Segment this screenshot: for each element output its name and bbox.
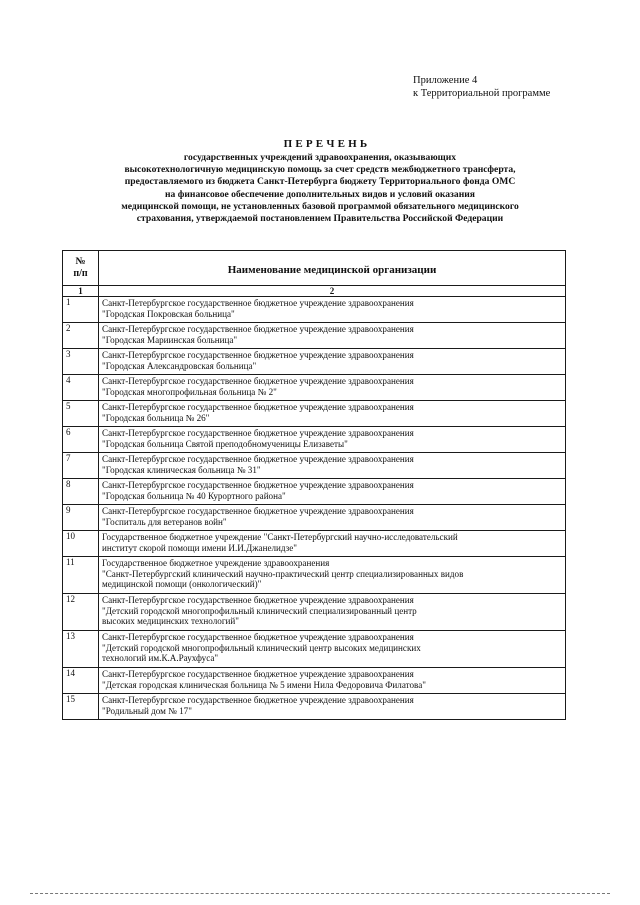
organization-name (99, 694, 566, 720)
table-row (63, 531, 566, 557)
table-header-row (63, 251, 566, 286)
header-number (63, 251, 99, 286)
organization-name (99, 594, 566, 631)
document-heading (0, 137, 640, 225)
title-line: страхования, утверждаемой постановлением Правительства Российской Федерации (136, 213, 504, 225)
organization-name-line: Государственное бюджетное учреждение "Санкт-Петербургский научно-исследовательский (102, 532, 458, 542)
organization-name-line: Санкт-Петербургское государственное бюджетное учреждение здравоохранения (102, 595, 414, 605)
organization-name-line: "Городская Мариинская больница" (102, 334, 238, 345)
organization-name-line: Санкт-Петербургское государственное бюджетное учреждение здравоохранения (102, 402, 414, 412)
organization-name-line: Государственное бюджетное учреждение здравоохранения (102, 558, 330, 568)
title-line: на финансовое обеспечение дополнительных видов и условий оказания (165, 188, 475, 200)
organization-name-line: "Городская больница № 40 Курортного района" (102, 490, 286, 501)
organization-name-line: Санкт-Петербургское государственное бюджетное учреждение здравоохранения (102, 428, 414, 438)
table-row (63, 427, 566, 453)
organization-name-line: "Городская Александровская больница" (102, 360, 257, 371)
organization-name-line: Санкт-Петербургское государственное бюджетное учреждение здравоохранения (102, 324, 414, 334)
organization-name-line: "Детский городской многопрофильный клинический специализированный центр (102, 605, 417, 616)
row-number: 13 (63, 631, 99, 668)
row-number: 12 (63, 594, 99, 631)
table-body (63, 297, 566, 720)
row-number: 14 (63, 668, 99, 694)
organizations-table (62, 250, 566, 720)
organization-name-line: Санкт-Петербургское государственное бюджетное учреждение здравоохранения (102, 632, 414, 642)
table-row (63, 694, 566, 720)
organization-name (99, 631, 566, 668)
table-row (63, 297, 566, 323)
title-line: высокотехнологичную медицинскую помощь за счет средств межбюджетного трансферта, (124, 164, 516, 176)
organization-name-line: Санкт-Петербургское государственное бюджетное учреждение здравоохранения (102, 376, 414, 386)
appendix-note (413, 74, 550, 100)
row-number: 7 (63, 453, 99, 479)
appendix-line: Приложение 4 (413, 75, 478, 86)
table-row (63, 375, 566, 401)
row-number: 4 (63, 375, 99, 401)
organization-name (99, 427, 566, 453)
organization-name-line: "Детский городской многопрофильный клинический центр высоких медицинских (102, 642, 421, 653)
organization-name-line: высоких медицинских технологий" (102, 616, 239, 627)
table-row (63, 323, 566, 349)
organization-name (99, 668, 566, 694)
organization-name-line: технологий им.К.А.Раухфуса" (102, 653, 219, 664)
table-row (63, 505, 566, 531)
organization-name-line: "Городская больница Святой преподобномученицы Елизаветы" (102, 438, 348, 449)
organization-name-line: Санкт-Петербургское государственное бюджетное учреждение здравоохранения (102, 669, 414, 679)
title-line: предоставляемого из бюджета Санкт-Петербурга бюджету Территориального фонда ОМС (124, 176, 516, 188)
organization-name-line: Санкт-Петербургское государственное бюджетное учреждение здравоохранения (102, 454, 414, 464)
row-number: 8 (63, 479, 99, 505)
row-number: 1 (63, 297, 99, 323)
row-number: 10 (63, 531, 99, 557)
organization-name-line: Санкт-Петербургское государственное бюджетное учреждение здравоохранения (102, 480, 414, 490)
row-number: 5 (63, 401, 99, 427)
table-row (63, 349, 566, 375)
column-index: 2 (99, 286, 566, 297)
table-row (63, 631, 566, 668)
column-index-row (63, 286, 566, 297)
title-line: медицинской помощи, не установленных базовой программой обязательного медицинского (121, 200, 519, 212)
table-row (63, 479, 566, 505)
row-number: 9 (63, 505, 99, 531)
table-row (63, 594, 566, 631)
organization-name-line: "Госпиталь для ветеранов войн" (102, 516, 227, 527)
organization-name-line: "Городская больница № 26" (102, 412, 210, 423)
organization-name-line: Санкт-Петербургское государственное бюджетное учреждение здравоохранения (102, 298, 414, 308)
header-number-line: № (75, 256, 86, 267)
column-index: 1 (63, 286, 99, 297)
table-row (63, 453, 566, 479)
organization-name (99, 453, 566, 479)
organization-name-line: медицинской помощи (онкологический)" (102, 579, 262, 590)
organization-name (99, 349, 566, 375)
title-line: государственных учреждений здравоохранения, оказывающих (183, 152, 457, 163)
organization-name (99, 505, 566, 531)
organization-name (99, 323, 566, 349)
footer-divider (30, 893, 610, 894)
row-number: 3 (63, 349, 99, 375)
organization-name (99, 401, 566, 427)
table-row (63, 668, 566, 694)
page-title: ПЕРЕЧЕНЬ (283, 138, 371, 150)
organization-name-line: "Городская клиническая больница № 31" (102, 464, 261, 475)
header-name: Наименование медицинской организации (99, 251, 566, 286)
row-number: 15 (63, 694, 99, 720)
organization-name-line: "Родильный дом № 17" (102, 705, 192, 716)
row-number: 2 (63, 323, 99, 349)
organization-name (99, 531, 566, 557)
row-number: 6 (63, 427, 99, 453)
table-row (63, 557, 566, 594)
organization-name-line: институт скорой помощи имени И.И.Джанелидзе" (102, 542, 297, 553)
organization-name-line: Санкт-Петербургское государственное бюджетное учреждение здравоохранения (102, 506, 414, 516)
organization-name-line: "Городская многопрофильная больница № 2" (102, 386, 277, 397)
organization-name (99, 297, 566, 323)
organization-name-line: "Детская городская клиническая больница № 5 имени Нила Федоровича Филатова" (102, 679, 426, 690)
organization-name-line: Санкт-Петербургское государственное бюджетное учреждение здравоохранения (102, 350, 414, 360)
organization-name (99, 375, 566, 401)
row-number: 11 (63, 557, 99, 594)
table-row (63, 401, 566, 427)
organization-name-line: Санкт-Петербургское государственное бюджетное учреждение здравоохранения (102, 695, 414, 705)
organization-name (99, 557, 566, 594)
organization-name (99, 479, 566, 505)
organization-name-line: "Санкт-Петербургский клинический научно-практический центр специализированных видов (102, 568, 464, 579)
appendix-line: к Территориальной программе (413, 88, 551, 99)
header-number-line: п/п (73, 268, 88, 279)
organization-name-line: "Городская Покровская больница" (102, 308, 235, 319)
